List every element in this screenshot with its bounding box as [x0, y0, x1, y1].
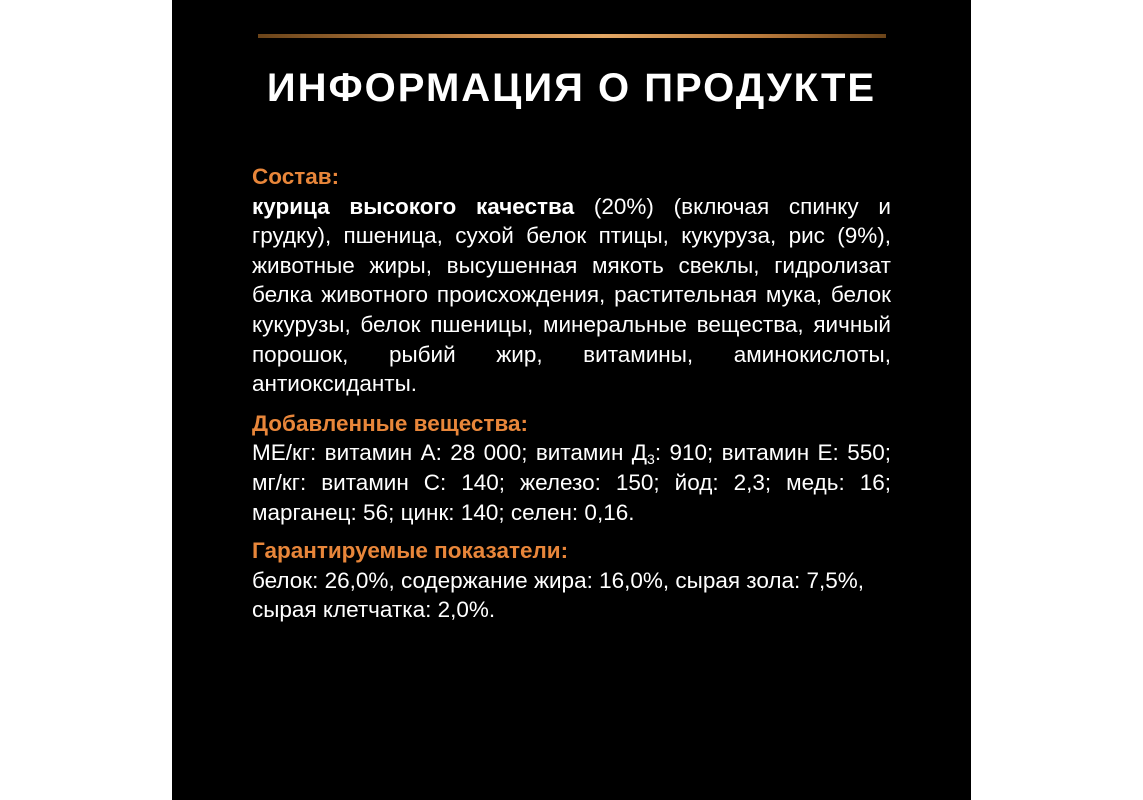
product-info-content	[252, 162, 891, 625]
composition-text	[252, 192, 891, 399]
additives-body-end: : 910; витамин Е: 550; мг/кг: витамин С: 140; железо: 150; йод: 2,3; медь: 16; марганец: 56; цинк: 140; селен: 0,16.	[252, 440, 891, 525]
section-gap	[252, 527, 891, 536]
composition-lead: курица высокого качества	[252, 193, 575, 219]
guaranteed-text: белок: 26,0%, содержание жира: 16,0%, сырая зола: 7,5%, сырая клетчатка: 2,0%.	[252, 567, 865, 623]
additives-heading: Добавленные вещества:	[252, 410, 528, 436]
composition-body: (20%) (включая спинку и грудку), пшеница, сухой белок птицы, кукуруза, рис (9%), животные жиры, высушенная мякоть свеклы, гидролизат белка животного происхождения, растительная мука, белок кукурузы, белок пшеницы, минеральные вещества, яичный порошок, рыбий жир, витамины, аминокислоты, антиоксиданты.	[252, 193, 891, 397]
guaranteed-heading: Гарантируемые показатели:	[252, 538, 569, 564]
vitamin-d-subscript: 3	[647, 451, 655, 468]
additives-body-start: МЕ/кг: витамин А: 28 000; витамин Д	[252, 440, 648, 466]
composition-heading: Состав:	[252, 164, 340, 189]
product-info-panel	[172, 0, 971, 800]
additives-text	[252, 438, 891, 527]
page-title: ИНФОРМАЦИЯ О ПРОДУКТЕ	[266, 66, 877, 110]
section-gap	[252, 399, 891, 409]
gold-divider	[258, 34, 886, 38]
